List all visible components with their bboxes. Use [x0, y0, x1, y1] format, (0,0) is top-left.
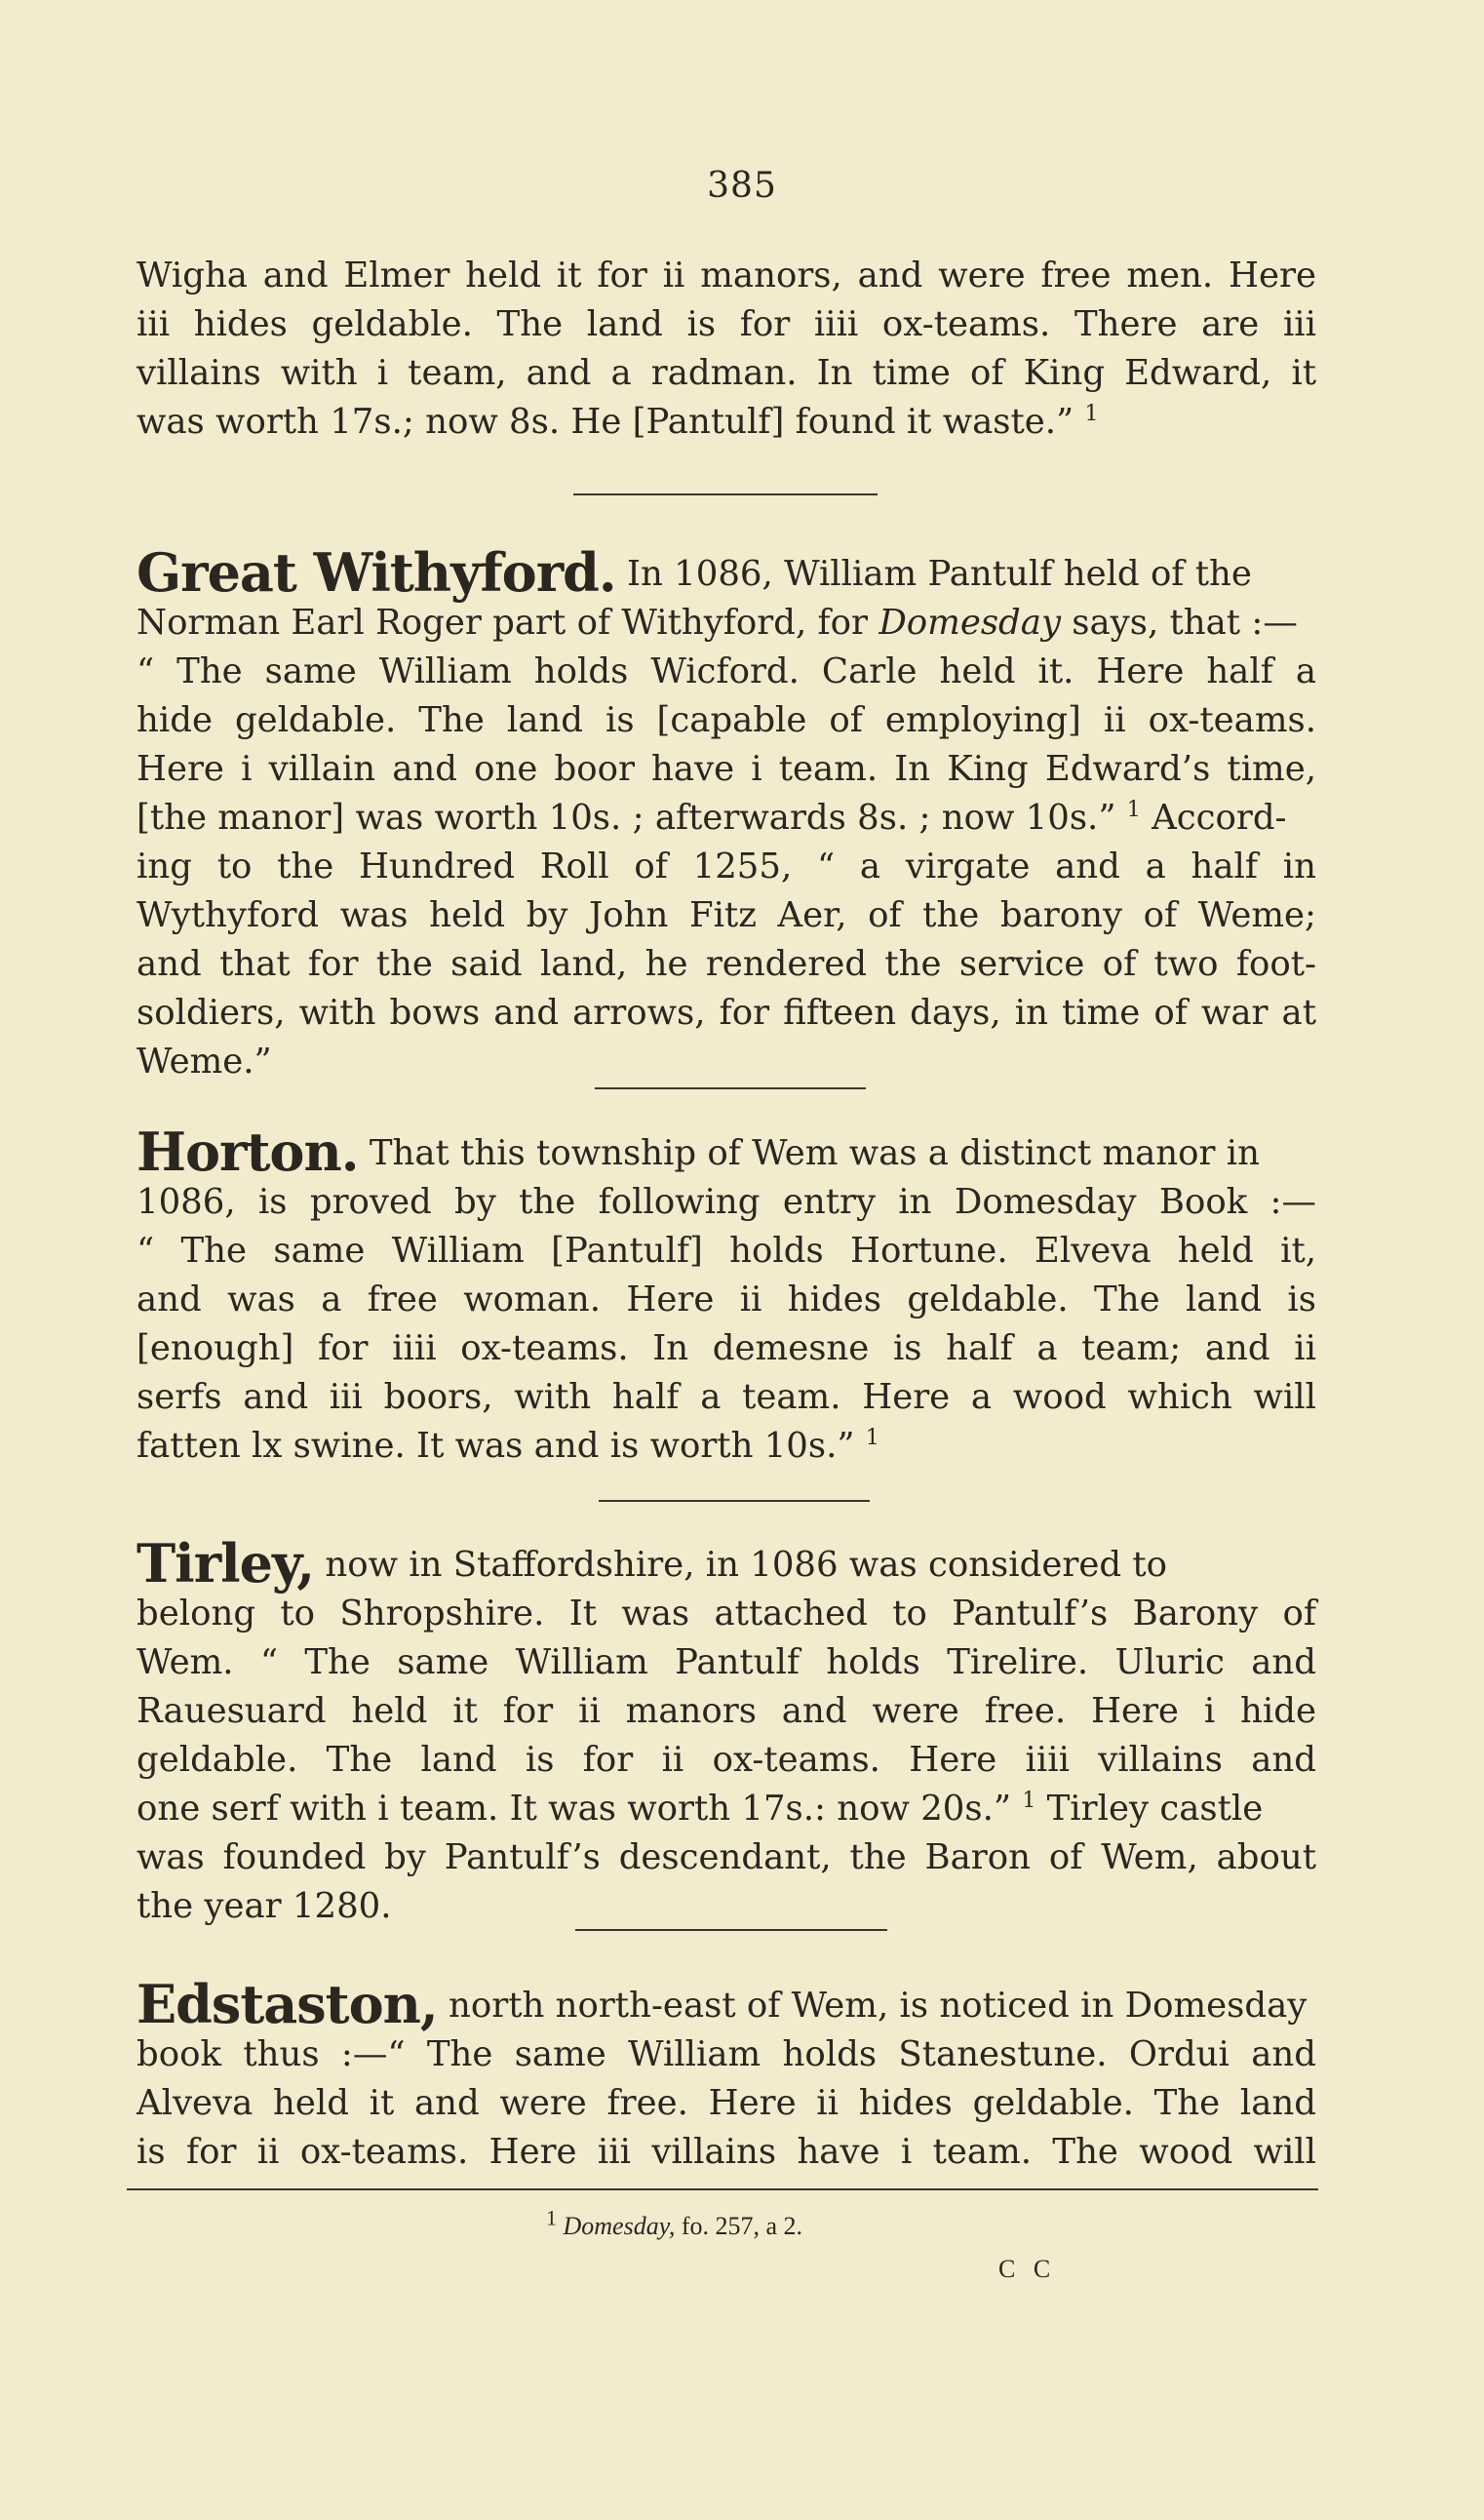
text-line-content: That this township of Wem was a distinct manor in — [369, 1133, 1260, 1173]
text-line: Wigha and Elmer held it for ii manors, and were free men. Here — [137, 256, 1316, 295]
section-divider — [575, 1929, 887, 1931]
text-line: and that for the said land, he rendered the service of two foot- — [137, 944, 1316, 984]
text-line-content: fatten lx swine. It was and is worth 10s.” — [137, 1426, 855, 1466]
text-line: “ The same William holds Wicford. Carle held it. Here half a — [137, 651, 1316, 691]
text-line: serfs and iii boors, with half a team. Here a wood which will — [137, 1377, 1316, 1417]
text-line: Wem. “ The same William Pantulf holds Tirelire. Uluric and — [137, 1642, 1316, 1682]
section-heading: Horton. — [137, 1121, 359, 1183]
horton-paragraph — [137, 1121, 1316, 1471]
section-divider — [573, 493, 878, 495]
text-line-content: was worth 17s.; now 8s. He [Pantulf] found it waste.” — [137, 402, 1074, 442]
footnote-source: Domesday, — [563, 2212, 676, 2240]
text-line — [137, 1422, 1316, 1471]
text-line-content: In 1086, William Pantulf held of the — [627, 554, 1252, 594]
text-line — [137, 541, 1316, 604]
text-line: belong to Shropshire. It was attached to Pantulf’s Barony of — [137, 1594, 1316, 1634]
text-line: iii hides geldable. The land is for iiii ox-teams. There are iii — [137, 304, 1316, 344]
tirley-paragraph — [137, 1532, 1316, 1931]
text-line: Weme.” — [137, 1042, 272, 1082]
text-line-content: north north-east of Wem, is noticed in Domesday — [448, 1986, 1308, 2026]
text-line-content: now in Staffordshire, in 1086 was considered to — [325, 1545, 1167, 1585]
text-line: book thus :—“ The same William holds Stanestune. Ordui and — [137, 2034, 1316, 2074]
intro-paragraph — [137, 252, 1316, 447]
text-line — [137, 1532, 1316, 1595]
text-line: 1086, is proved by the following entry in Domesday Book :— — [137, 1182, 1316, 1222]
text-line-content: Accord- — [1140, 798, 1287, 838]
italic-word: Domesday — [879, 603, 1061, 643]
footnote-marker: 1 — [546, 2205, 557, 2230]
footnote-marker: 1 — [1022, 1789, 1036, 1814]
footnote-reference: fo. 257, a 2. — [675, 2212, 803, 2240]
text-line-content: Tirley castle — [1035, 1789, 1264, 1829]
footnote-marker: 1 — [865, 1426, 879, 1451]
footnote — [546, 2205, 803, 2241]
text-line: Alveva held it and were free. Here ii hides geldable. The land — [137, 2083, 1316, 2123]
text-line-content: one serf with i team. It was worth 17s.: now 20s.” — [137, 1789, 1012, 1829]
section-divider — [595, 1087, 866, 1089]
text-line-content: Norman Earl Roger part of Withyford, for — [137, 603, 869, 643]
text-line: Wythyford was held by John Fitz Aer, of the barony of Weme; — [137, 895, 1316, 935]
page-number: 385 — [707, 166, 777, 206]
great-withyford-paragraph — [137, 541, 1316, 1086]
text-line: [enough] for iiii ox-teams. In demesne is half a team; and ii — [137, 1328, 1316, 1368]
text-line: was founded by Pantulf’s descendant, the Baron of Wem, about — [137, 1837, 1316, 1877]
footnote-marker: 1 — [1084, 402, 1099, 427]
text-line — [137, 1973, 1316, 2035]
text-line: ing to the Hundred Roll of 1255, “ a virgate and a half in — [137, 847, 1316, 886]
text-line — [137, 794, 1316, 843]
text-line: Rauesuard held it for ii manors and were free. Here i hide — [137, 1691, 1316, 1731]
text-line-content: [the manor] was worth 10s. ; afterwards 8s. ; now 10s.” — [137, 798, 1116, 838]
text-line — [137, 1121, 1316, 1183]
text-line: villains with i team, and a radman. In time of King Edward, it — [137, 353, 1316, 393]
text-line: geldable. The land is for ii ox-teams. Here iiii villains and — [137, 1740, 1316, 1780]
text-line: Here i villain and one boor have i team. In King Edward’s time, — [137, 749, 1316, 789]
text-line — [137, 398, 1316, 447]
text-line: and was a free woman. Here ii hides geldable. The land is — [137, 1280, 1316, 1319]
text-line-content: says, that :— — [1061, 603, 1298, 643]
section-divider — [599, 1500, 870, 1502]
text-line: “ The same William [Pantulf] holds Hortune. Elveva held it, — [137, 1231, 1316, 1271]
text-line — [137, 599, 1316, 648]
text-line: is for ii ox-teams. Here iii villains have i team. The wood will — [137, 2132, 1316, 2172]
printer-signature: C C — [998, 2255, 1057, 2283]
section-heading: Great Withyford. — [137, 541, 616, 604]
text-line: soldiers, with bows and arrows, for fifteen days, in time of war at — [137, 993, 1316, 1033]
footnote-marker: 1 — [1126, 798, 1141, 823]
text-line: the year 1280. — [137, 1886, 392, 1926]
text-line — [137, 1785, 1316, 1833]
edstaston-paragraph — [137, 1973, 1316, 2177]
text-line: hide geldable. The land is [capable of employing] ii ox-teams. — [137, 700, 1316, 740]
section-heading: Edstaston, — [137, 1973, 438, 2035]
footnote-divider — [127, 2188, 1318, 2190]
section-heading: Tirley, — [137, 1532, 315, 1595]
